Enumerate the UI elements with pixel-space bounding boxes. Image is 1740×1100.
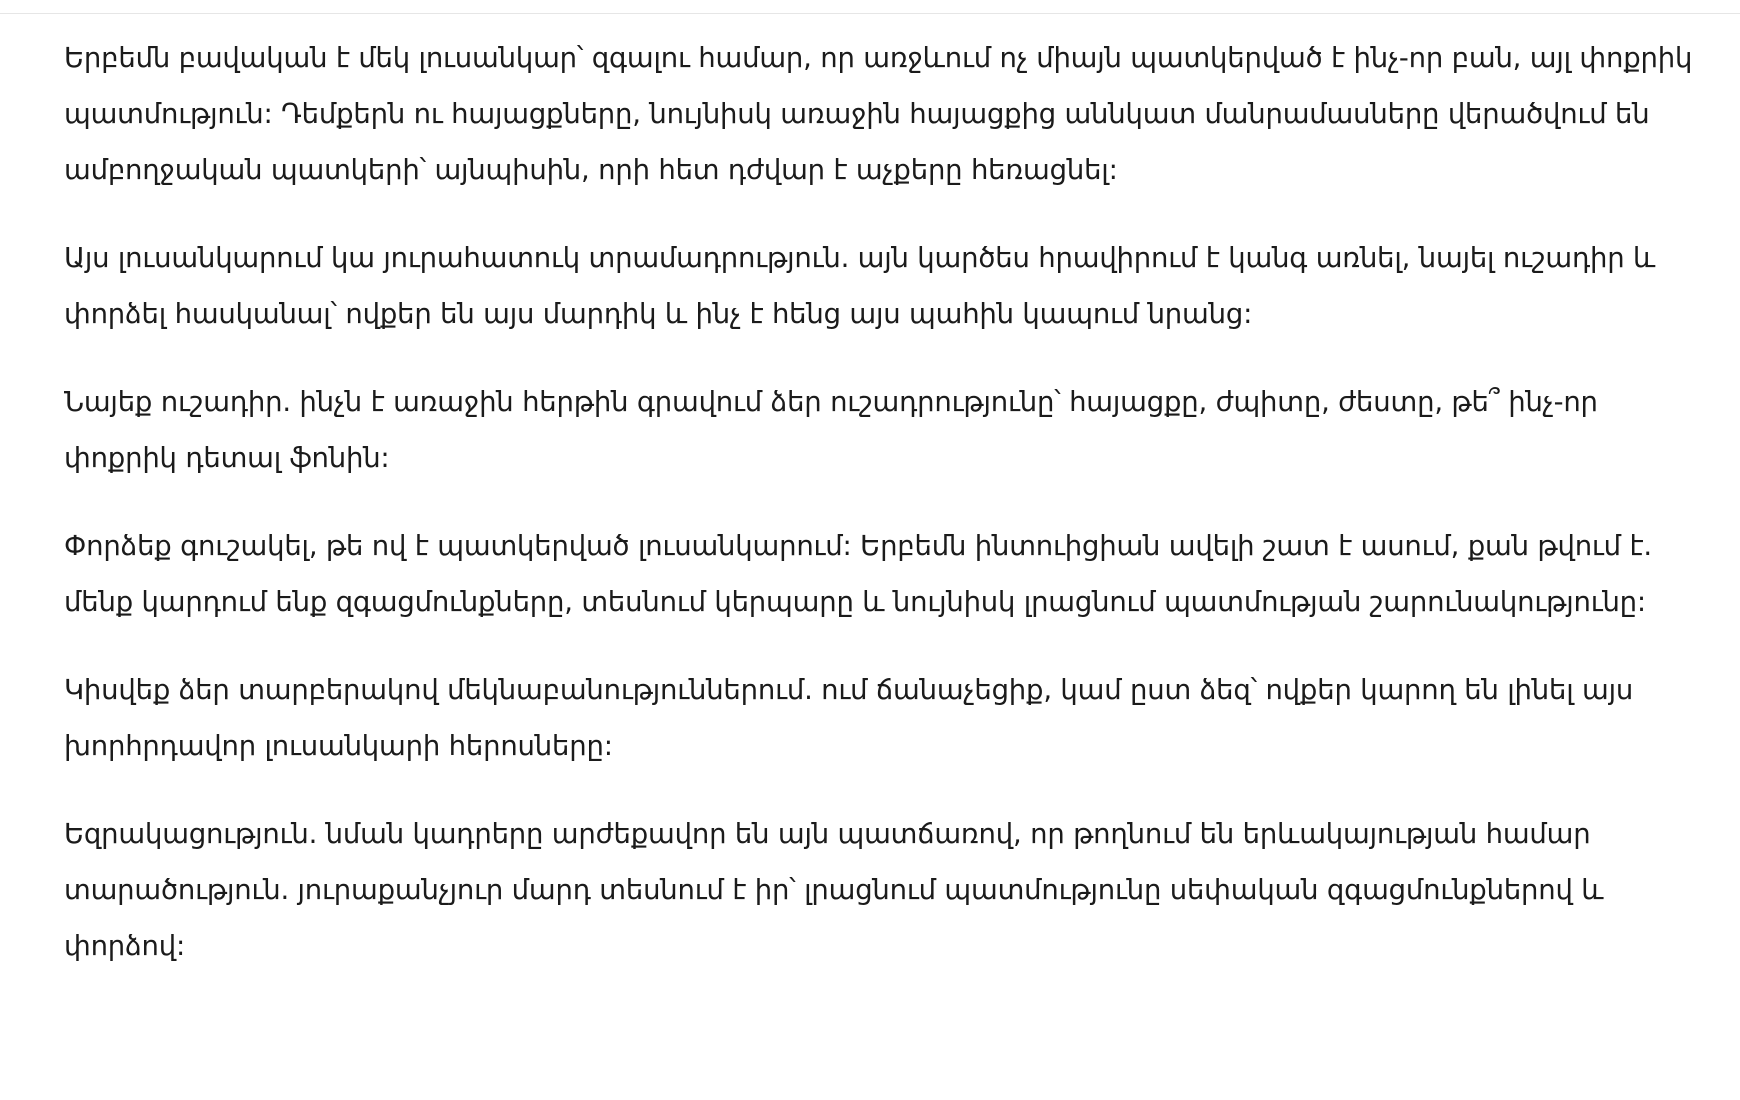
article-body [64,30,1694,974]
paragraph-look-closely: Նայեք ուշադիր. ինչն է առաջին հերթին գրավում ձեր ուշադրությունը՝ հայացքը, ժպիտը, ժեստը, թե՞ ինչ-որ փոքրիկ դետալ ֆոնին: [64,386,1598,474]
top-divider [0,0,1740,14]
paragraph-conclusion: Եզրակացություն. նման կադրերը արժեքավոր են այն պատճառով, որ թողնում են երևակայության համար տարածություն. յուրաքանչյուր մարդ տեսնում է իր՝ լրացնում պատմությունը սեփական զգացմունքներով և փորձով: [64,818,1604,962]
paragraph-share: Կիսվեք ձեր տարբերակով մեկնաբանություններում. ում ճանաչեցիք, կամ ըստ ձեզ՝ ովքեր կարող են լինել այս խորհրդավոր լուսանկարի հերոսները: [64,674,1634,762]
paragraph-mood: Այս լուսանկարում կա յուրահատուկ տրամադրություն. այն կարծես հրավիրում է կանգ առնել, նայել ուշադիր և փորձել հասկանալ՝ ովքեր են այս մարդիկ և ինչ է հենց այս պահին կապում նրանց: [64,242,1656,330]
paragraph-intro: Երբեմն բավական է մեկ լուսանկար՝ զգալու համար, որ առջևում ոչ միայն պատկերված է ինչ-որ բան, այլ փոքրիկ պատմություն: Դեմքերն ու հայացքները, նույնիսկ առաջին հայացքից աննկատ մանրամասները վերածվում են ամբողջական պատկերի՝ այնպիսին, որի հետ դժվար է աչքերը հեռացնել: [64,42,1693,186]
paragraph-guess: Փորձեք գուշակել, թե ով է պատկերված լուսանկարում: Երբեմն ինտուիցիան ավելի շատ է ասում, քան թվում է. մենք կարդում ենք զգացմունքները, տեսնում կերպարը և նույնիսկ լրացնում պատմության շարունակությունը: [64,530,1652,618]
